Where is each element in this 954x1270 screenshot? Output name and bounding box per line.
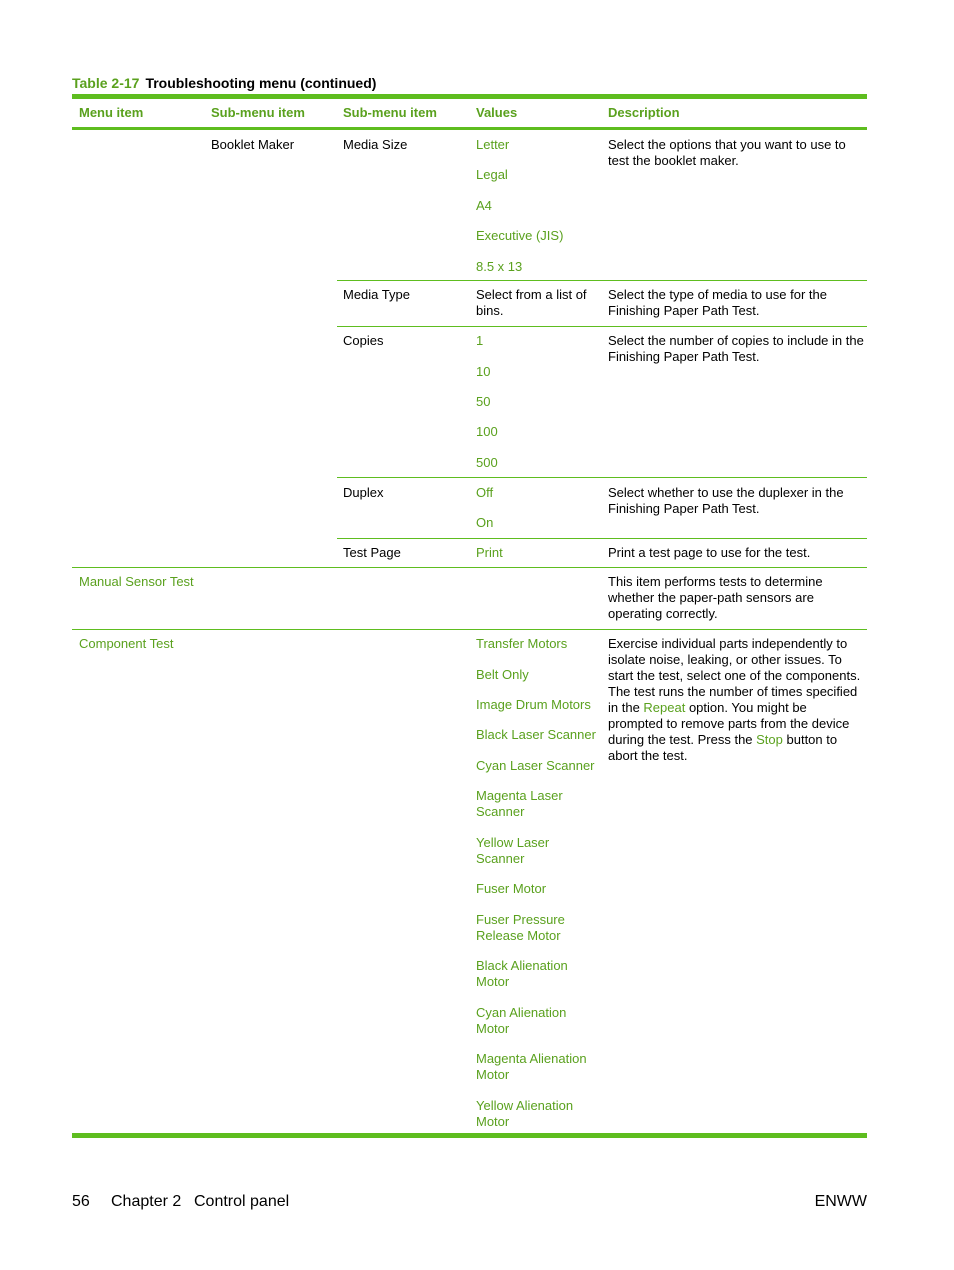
media-type-description: Select the type of media to use for the Finishing Paper Path Test. — [608, 287, 827, 318]
footer-right-label: ENWW — [814, 1193, 867, 1210]
duplex-label: Duplex — [343, 485, 384, 500]
value-print[interactable]: Print — [476, 545, 503, 560]
description-text: button to abort the test. — [608, 732, 838, 763]
row-divider — [337, 280, 867, 281]
value-image-drum-motors[interactable]: Image Drum Motors — [476, 697, 591, 712]
row-divider — [337, 326, 867, 327]
manual-sensor-description: This item performs tests to determine whether the paper-path sensors are operating correctly. — [608, 574, 823, 621]
value-fuser-pressure-release-motor[interactable]: Fuser Pressure Release Motor — [476, 912, 565, 943]
media-type-value: Select from a list of bins. — [476, 287, 587, 318]
value-copies-100[interactable]: 100 — [476, 424, 498, 439]
table-title: Troubleshooting menu (continued) — [145, 75, 377, 91]
value-fuser-motor[interactable]: Fuser Motor — [476, 881, 547, 896]
value-cyan-laser-scanner[interactable]: Cyan Laser Scanner — [476, 758, 595, 773]
media-size-description: Select the options that you want to use to test the booklet maker. — [608, 137, 846, 168]
component-test-link[interactable]: Component Test — [79, 636, 174, 651]
value-legal[interactable]: Legal — [476, 167, 508, 182]
table-bottom-rule — [72, 1133, 867, 1138]
duplex-description: Select whether to use the duplexer in the Finishing Paper Path Test. — [608, 485, 844, 516]
value-copies-50[interactable]: 50 — [476, 394, 491, 409]
component-test-description — [608, 636, 864, 764]
value-letter[interactable]: Letter — [476, 137, 510, 152]
media-type-label: Media Type — [343, 287, 410, 302]
header-values: Values — [476, 105, 518, 120]
value-magenta-alienation-motor[interactable]: Magenta Alienation Motor — [476, 1051, 587, 1082]
value-executive-jis[interactable]: Executive (JIS) — [476, 228, 564, 243]
value-copies-1[interactable]: 1 — [476, 333, 484, 348]
header-sub-menu-item-2: Sub-menu item — [343, 105, 437, 120]
value-cyan-alienation-motor[interactable]: Cyan Alienation Motor — [476, 1005, 567, 1036]
copies-label: Copies — [343, 333, 384, 348]
value-belt-only[interactable]: Belt Only — [476, 667, 529, 682]
value-magenta-laser-scanner[interactable]: Magenta Laser Scanner — [476, 788, 563, 819]
table-header-rule — [72, 127, 867, 130]
value-8-5x13[interactable]: 8.5 x 13 — [476, 259, 523, 274]
value-yellow-alienation-motor[interactable]: Yellow Alienation Motor — [476, 1098, 574, 1129]
header-sub-menu-item-1: Sub-menu item — [211, 105, 305, 120]
value-off[interactable]: Off — [476, 485, 494, 500]
table-top-rule — [72, 94, 867, 99]
value-black-laser-scanner[interactable]: Black Laser Scanner — [476, 727, 596, 742]
description-text: Exercise individual parts independently to isolate noise, leaking, or other issues. To start the test, select one of the components. The test runs the number of times specified in the — [608, 636, 861, 715]
stop-link[interactable]: Stop — [756, 732, 783, 747]
row-divider — [72, 629, 867, 630]
header-description: Description — [608, 105, 680, 120]
row-divider — [337, 477, 867, 478]
value-black-alienation-motor[interactable]: Black Alienation Motor — [476, 958, 568, 989]
value-a4[interactable]: A4 — [476, 198, 492, 213]
test-page-description: Print a test page to use for the test. — [608, 545, 811, 560]
description-text: option. You might be prompted to remove parts from the device during the test. Press the — [608, 700, 850, 747]
section-label: Control panel — [194, 1193, 290, 1210]
media-size-label: Media Size — [343, 137, 408, 152]
copies-description: Select the number of copies to include in the Finishing Paper Path Test. — [608, 333, 864, 364]
test-page-label: Test Page — [343, 545, 401, 560]
manual-sensor-test-link[interactable]: Manual Sensor Test — [79, 574, 194, 589]
table-caption — [72, 75, 376, 91]
value-copies-10[interactable]: 10 — [476, 364, 491, 379]
row-divider — [72, 567, 867, 568]
repeat-link[interactable]: Repeat — [643, 700, 686, 715]
booklet-maker-label: Booklet Maker — [211, 137, 295, 152]
chapter-label: Chapter 2 — [111, 1193, 182, 1210]
value-yellow-laser-scanner[interactable]: Yellow Laser Scanner — [476, 835, 550, 866]
value-copies-500[interactable]: 500 — [476, 455, 498, 470]
row-divider — [337, 538, 867, 539]
value-on[interactable]: On — [476, 515, 494, 530]
page-number: 56 — [72, 1193, 90, 1210]
header-menu-item: Menu item — [79, 105, 144, 120]
table-number: Table 2-17 — [72, 75, 140, 91]
value-transfer-motors[interactable]: Transfer Motors — [476, 636, 568, 651]
